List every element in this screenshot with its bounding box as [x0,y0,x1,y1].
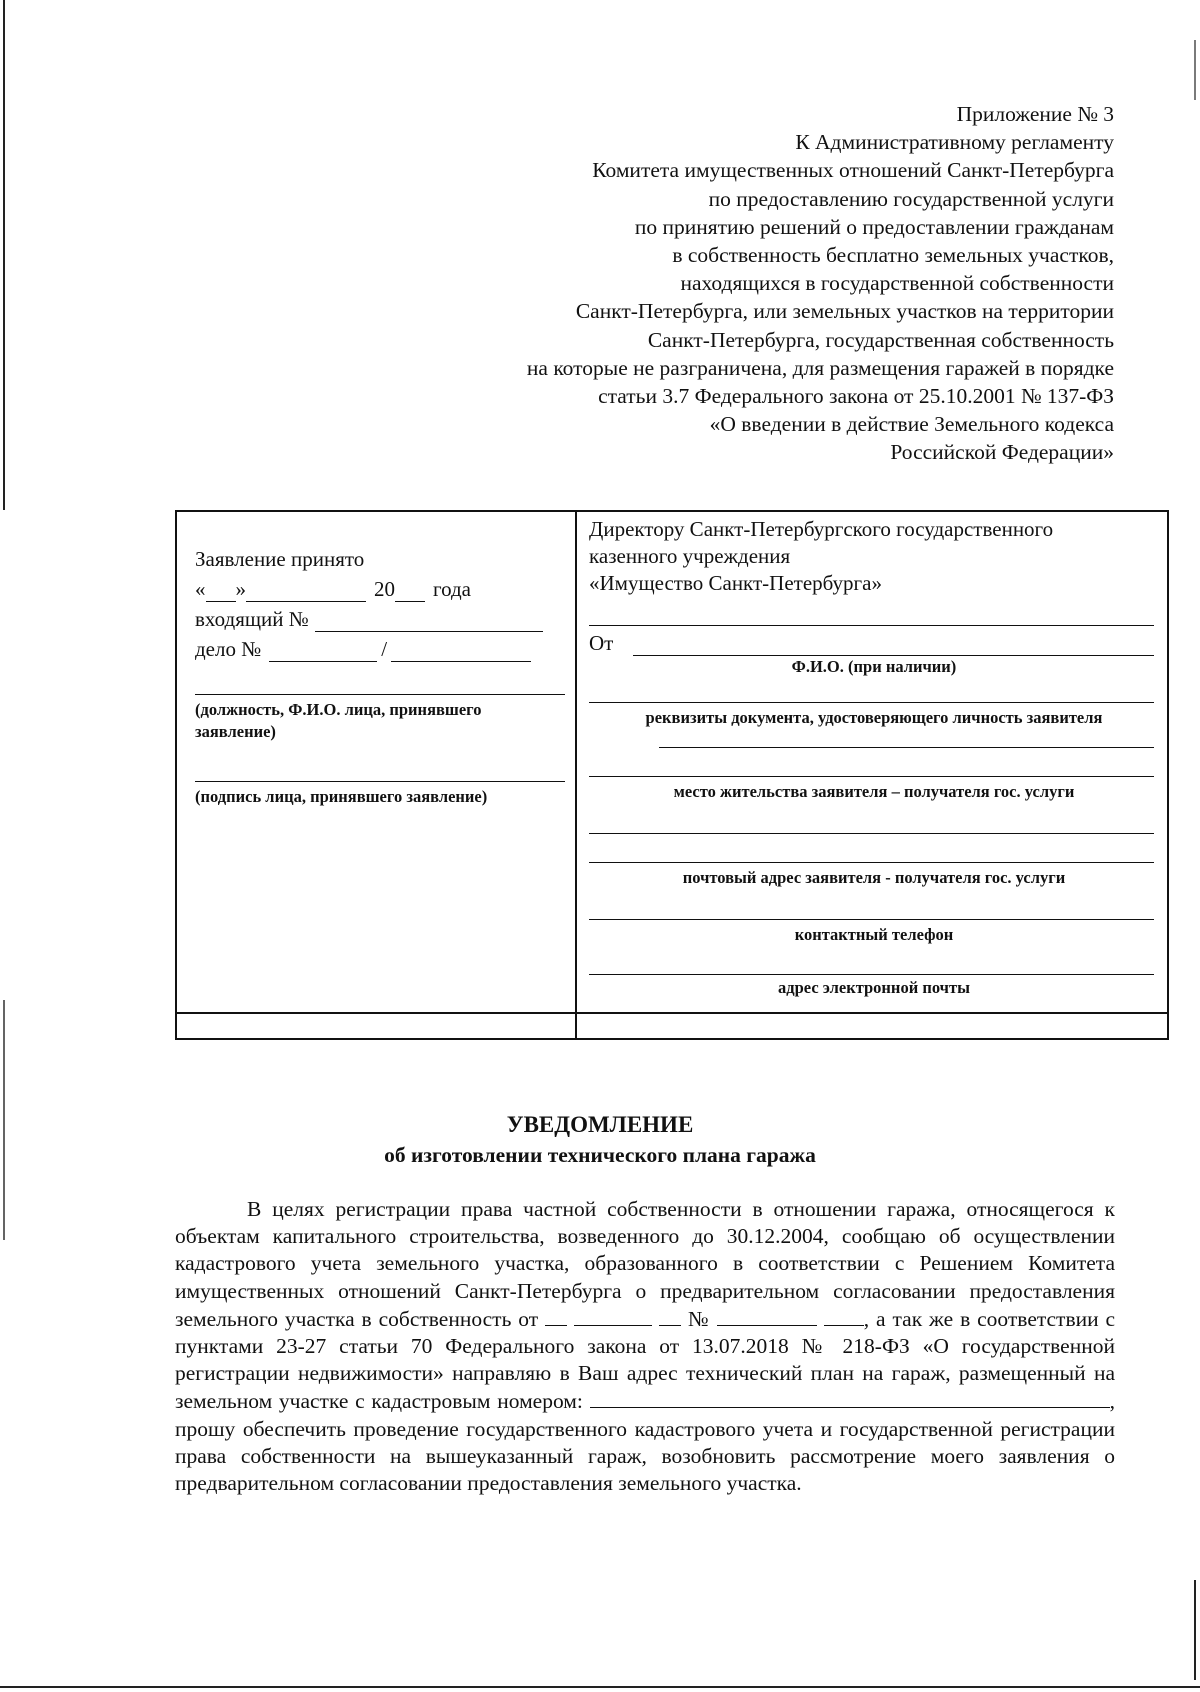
postal-address-field[interactable] [589,834,1154,863]
appendix-line: К Административному регламенту [795,130,1114,155]
cadastral-number-field[interactable] [590,1387,1110,1408]
incoming-number-field[interactable] [315,609,543,632]
acceptance-block [195,542,565,808]
acceptor-signature-field[interactable] [195,749,565,782]
year-suffix: года [433,577,471,601]
id-document-extra-field[interactable] [659,729,1154,748]
recipient-extra-line[interactable] [589,597,1154,626]
appendix-line: Приложение № 3 [956,102,1114,126]
from-row [589,626,1159,656]
incoming-number-row [195,602,565,632]
position-name-field[interactable] [195,662,565,695]
appendix-line: Комитета имущественных отношений Санкт-Петербурга [592,158,1114,183]
year-field[interactable] [395,579,425,602]
name-caption: Ф.И.О. (при наличии) [791,657,957,676]
acceptance-date-row [195,572,565,602]
decision-number-suffix-field[interactable] [824,1305,864,1326]
postal-address-caption: почтовый адрес заявителя - получателя гос. услуги [682,868,1066,887]
recipient-line: Директору Санкт-Петербургского государственного [589,517,1054,541]
year-prefix: 20 [374,577,395,601]
notice-body [175,1196,1115,1497]
table-row-divider [177,1012,1167,1014]
day-field[interactable] [206,579,236,602]
notice-part1: В целях регистрации права частной собственности в отношении гаража, относящегося к объектам капитального строительства, возведенного до 30.12.2004, сообщаю об осуществлении кадастрового учета земельного участка, образованного в соответствии с Решением Комитета имущественных отношений Санкт-Петербурга о предварительном согласовании предоставления земельного участка в собственность от [175,1197,1115,1331]
appendix-line: Санкт-Петербурга, или земельных участков на территории [575,299,1114,324]
phone-field[interactable] [589,889,1154,920]
appendix-header [354,100,1114,467]
scan-edge-right-lower [1194,1580,1196,1680]
recipient-address [589,516,1159,597]
appendix-line: на которые не разграничена, для размещения гаражей в порядке [526,355,1114,380]
email-caption: адрес электронной почты [778,978,970,997]
residence-caption: место жительства заявителя – получателя гос. услуги [673,782,1075,801]
appendix-line: по принятию решений о предоставлении гражданам [634,214,1114,239]
phone-caption: контактный телефон [794,925,954,944]
notice-title: УВЕДОМЛЕНИЕ [506,1112,694,1137]
number-sign: № [687,1306,710,1331]
appendix-line: находящихся в государственной собственности [680,271,1114,296]
notice-part3: , прошу обеспечить проведение государственного кадастрового учета и государственной регистрации права собственности на вышеуказанный гараж, возобновить рассмотрение моего заявления о предварительном согласовании предоставления земельного участка. [175,1389,1116,1496]
appendix-line: статьи 3.7 Федерального закона от 25.10.2001 № 137-ФЗ [598,384,1114,409]
email-field[interactable] [589,946,1154,975]
from-label: От [589,631,614,655]
scan-edge-right [1194,40,1196,100]
acceptor-signature-caption: (подпись лица, принявшего заявление) [195,787,488,806]
recipient-line: казенного учреждения [589,544,791,568]
residence-extra-field[interactable] [589,803,1154,834]
notice-subtitle: об изготовлении технического плана гаража [384,1143,816,1167]
decision-year-field[interactable] [659,1305,681,1326]
case-separator: / [381,637,388,661]
decision-number-field[interactable] [717,1305,817,1326]
month-field[interactable] [246,579,366,602]
residence-field[interactable] [589,748,1154,777]
id-document-field[interactable] [589,678,1154,703]
acceptance-title: Заявление принято [195,547,365,571]
recipient-line: «Имущество Санкт-Петербурга» [589,571,882,595]
recipient-block [589,516,1159,999]
table-column-divider [575,512,577,1038]
quote-open: « [195,577,206,601]
scan-edge-bottom [0,1686,1200,1688]
scan-edge-left [3,0,5,510]
applicant-name-field[interactable] [633,633,1154,656]
notice-part2: , а так же в соответствии с пунктами 23-27 статьи 70 Федерального закона от 13.07.2018 № 218-ФЗ «О государственной регистрации недвижимости» направляю в Ваш адрес технический план на гараж, размещенный на земельном участке с кадастровым номером: [175,1306,1116,1414]
case-subnumber-field[interactable] [391,639,531,662]
quote-close: » [235,577,246,601]
appendix-line: Российской Федерации» [890,440,1114,465]
appendix-line: «О введении в действие Земельного кодекса [709,412,1114,437]
case-number-label: дело № [195,637,262,661]
decision-month-field[interactable] [574,1305,652,1326]
incoming-number-label: входящий № [195,607,309,631]
case-number-row [195,632,565,662]
case-number-field[interactable] [269,639,377,662]
id-document-caption: реквизиты документа, удостоверяющего личность заявителя [645,708,1103,727]
position-name-caption: (должность, Ф.И.О. лица, принявшего заявление) [195,700,482,741]
appendix-line: Санкт-Петербурга, государственная собственность [647,327,1114,352]
decision-day-field[interactable] [545,1305,567,1326]
application-form-table [175,510,1169,1040]
appendix-line: по предоставлению государственной услуги [708,186,1114,211]
appendix-line: в собственность бесплатно земельных участков, [672,243,1114,268]
